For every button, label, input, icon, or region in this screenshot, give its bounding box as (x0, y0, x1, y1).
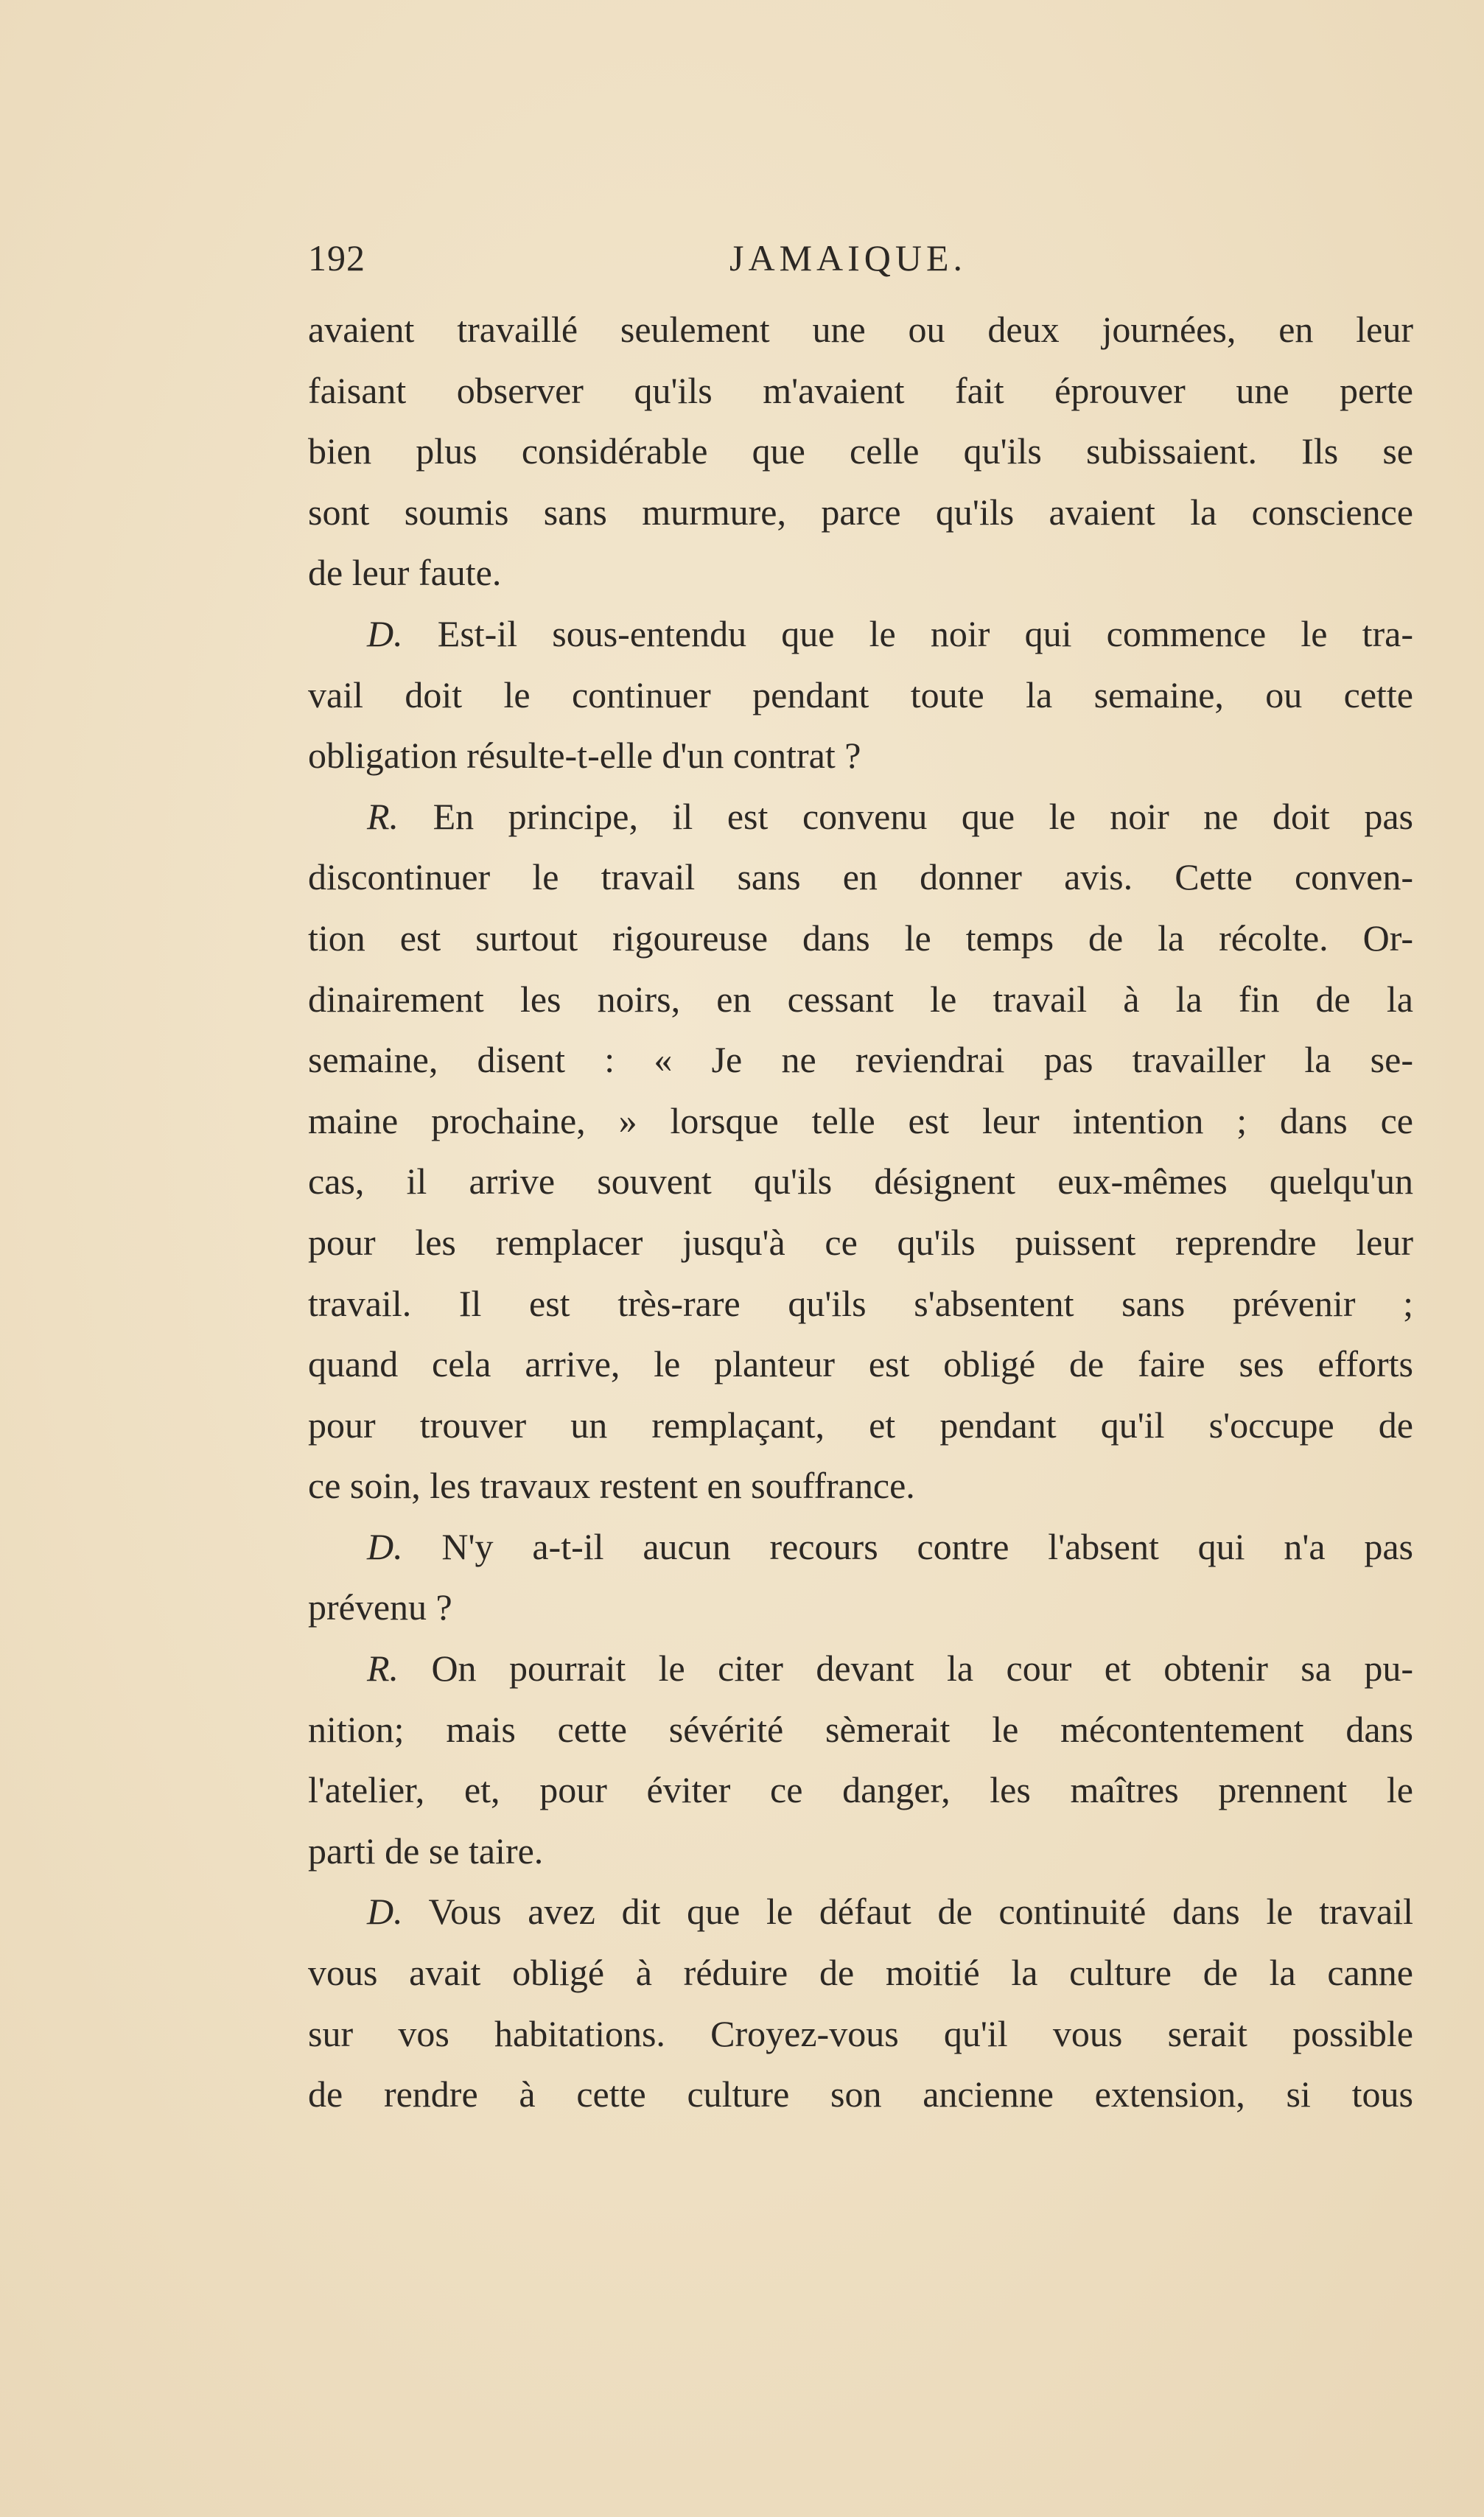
text-line: faisant observer qu'ils m'avaient fait éprouver une perte (308, 369, 1413, 411)
line-text: Est-il sous-entendu que le noir qui commence le tra- (437, 612, 1414, 654)
speaker-label: R. (367, 1648, 399, 1690)
text-line: l'atelier, et, pour éviter ce danger, les maîtres prennent le (308, 1769, 1413, 1811)
text-line: de rendre à cette culture son ancienne extension, si tous (308, 2073, 1413, 2115)
question-line (308, 1881, 1413, 1942)
line-text: Vous avez dit que le défaut de continuité dans le travail (428, 1891, 1413, 1933)
text-line: cas, il arrive souvent qu'ils désignent eux-mêmes quelqu'un (308, 1161, 1413, 1203)
speaker-label: R. (367, 795, 399, 837)
speaker-label: D. (367, 612, 403, 654)
speaker-label: D. (367, 1891, 403, 1933)
text-line: ce soin, les travaux restent en souffrance. (308, 1465, 915, 1507)
text-line: pour trouver un remplaçant, et pendant qu'il s'occupe de (308, 1404, 1413, 1446)
page-header (308, 228, 1413, 287)
text-line: dinairement les noirs, en cessant le travail à la fin de la (308, 978, 1413, 1020)
text-line: bien plus considérable que celle qu'ils subissaient. Ils se (308, 430, 1413, 472)
text-line: obligation résulte-t-elle d'un contrat ? (308, 735, 861, 777)
question-line (308, 1516, 1413, 1578)
text-line: semaine, disent : « Je ne reviendrai pas travailler la se- (308, 1039, 1413, 1081)
text-line: vail doit le continuer pendant toute la semaine, ou cette (308, 673, 1413, 715)
text-line: sont soumis sans murmure, parce qu'ils avaient la conscience (308, 491, 1413, 533)
text-line: discontinuer le travail sans en donner avis. Cette conven- (308, 856, 1413, 898)
text-line: travail. Il est très-rare qu'ils s'absentent sans prévenir ; (308, 1282, 1413, 1324)
text-line: de leur faute. (308, 552, 502, 594)
answer-line (308, 786, 1413, 847)
speaker-label: D. (367, 1525, 403, 1567)
text-line: maine prochaine, » lorsque telle est leur intention ; dans ce (308, 1099, 1413, 1141)
text-line: vous avait obligé à réduire de moitié la culture de la canne (308, 1952, 1413, 1994)
text-line: pour les remplacer jusqu'à ce qu'ils puissent reprendre leur (308, 1221, 1413, 1263)
running-title: JAMAIQUE. (729, 237, 967, 279)
line-text: N'y a-t-il aucun recours contre l'absent qui n'a pas (441, 1525, 1413, 1567)
body-text (308, 299, 1413, 2125)
text-line: avaient travaillé seulement une ou deux journées, en leur (308, 309, 1413, 350)
text-line: sur vos habitations. Croyez-vous qu'il vous serait possible (308, 2012, 1413, 2054)
line-text: En principe, il est convenu que le noir ne doit pas (433, 795, 1414, 837)
text-line: tion est surtout rigoureuse dans le temps de la récolte. Or- (308, 917, 1413, 959)
text-line: parti de se taire. (308, 1830, 544, 1872)
text-line: quand cela arrive, le planteur est obligé de faire ses efforts (308, 1343, 1413, 1385)
text-line: nition; mais cette sévérité sèmerait le mécontentement dans (308, 1708, 1413, 1750)
text-line: prévenu ? (308, 1586, 452, 1628)
line-text: On pourrait le citer devant la cour et obtenir sa pu- (431, 1648, 1413, 1690)
page-number: 192 (308, 237, 365, 279)
question-line (308, 603, 1413, 665)
answer-line (308, 1638, 1413, 1699)
